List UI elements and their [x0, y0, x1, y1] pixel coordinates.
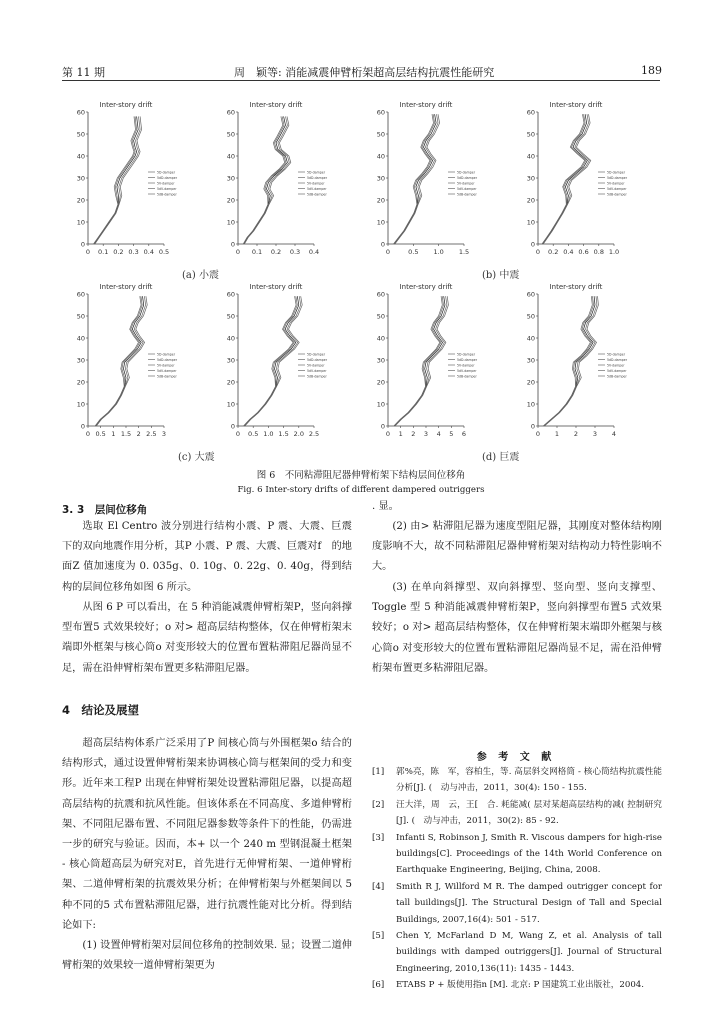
x-tick-label: 2.0 [293, 430, 304, 438]
x-tick-label: 0 [535, 248, 541, 256]
legend-label: 5dV-damper [157, 369, 177, 373]
series-line [244, 116, 288, 244]
series-line [245, 296, 301, 426]
figure-caption-cn: 图 6 不同粘滞阻尼器伸臂桁架下结构层间位移角 [256, 470, 466, 481]
x-tick-label: 2.5 [146, 430, 157, 438]
y-tick-label: 50 [76, 312, 85, 321]
paragraph: (3) 在单向斜撑型、双向斜撑型、竖向型、竖向支撑型、Toggle 型 5 种消能减震伸臂桁架P，竖向斜撑型布置5 式效果较好；o 对> 超高层结构整体，仅在伸臂桁架末端即外框架与核心筒o 对变形较大的位置布置粘滞阻尼器尚显不足，需在沿伸臂桁架布置更多粘滞阻尼器。 [372, 582, 662, 674]
legend-label: 5V-damper [457, 181, 475, 186]
y-tick-label: 50 [226, 312, 235, 321]
x-tick-label: 0.2 [113, 248, 124, 256]
x-tick-label: 0.4 [308, 248, 320, 256]
x-tick-label: 0.3 [128, 248, 139, 256]
y-tick-label: 0 [530, 422, 535, 431]
reference-number: [2] [372, 799, 385, 810]
series-line [95, 296, 141, 426]
series-line [244, 296, 299, 426]
chart-title: Inter-story drift [399, 101, 453, 109]
legend-label: 5dD-damper [457, 358, 478, 362]
x-tick-label: 6 [461, 430, 467, 438]
reference-item [372, 797, 662, 830]
paragraph: 超高层结构体系广泛采用了P 间核心筒与外围框架o 结合的结构形式，通过设置伸臂桁架来协调核心筒与框架间的受力和变形。近年来工程P 出现在伸臂桁架处设置粘滞阻尼器，以提高超高层结构的抗震和抗风性能。但该体系在不同高度、多道伸臂桁架、不同阻尼器布置、不同阻尼器参数等条件下的性能，仍需进一步的研究与验证。因而，本+ 以一个 240 m 型钢混凝土框架 - 核心筒超高层为研究对E，首先进行无伸臂桁架、一道伸臂桁架、二道伸臂桁架的抗震效果分析；在伸臂桁架与外框架间以 5 种不同的5 式布置粘滞阻尼器，进行抗震性能对比分析。得到结论如下: [62, 738, 352, 931]
y-tick-label: 20 [226, 378, 235, 387]
x-tick-label: 2 [136, 430, 141, 438]
legend-label: 5dD-damper [307, 358, 328, 362]
y-tick-label: 0 [230, 240, 235, 249]
y-tick-label: 30 [226, 174, 235, 183]
series-line [96, 296, 147, 426]
series-line [243, 116, 286, 244]
x-tick-label: 2 [573, 430, 579, 438]
x-tick-label: 0.1 [98, 248, 109, 256]
chart-title: Inter-story drift [249, 101, 303, 109]
y-tick-label: 0 [530, 240, 535, 249]
legend-label: 5dD-damper [157, 176, 178, 180]
legend-label: 5D-damper [157, 170, 176, 175]
chart-title: Inter-story drift [99, 101, 153, 109]
paragraph: . 显。 [372, 501, 399, 512]
chart-title: Inter-story drift [249, 283, 303, 291]
y-tick-label: 10 [526, 218, 535, 227]
reference-item [372, 977, 662, 993]
reference-item [372, 830, 662, 879]
chart-title: Inter-story drift [399, 283, 453, 291]
x-tick-label: 2 [411, 430, 416, 438]
chart-axes [388, 112, 464, 244]
legend-label: 5dB-damper [307, 192, 327, 197]
y-tick-label: 40 [526, 334, 535, 343]
y-tick-label: 0 [80, 422, 85, 431]
x-tick-label: 0 [235, 430, 241, 438]
y-tick-label: 60 [526, 108, 535, 117]
chart-a-left [72, 98, 178, 266]
y-tick-label: 30 [376, 174, 385, 183]
chart-a-right [222, 98, 328, 266]
series-line [95, 296, 142, 426]
legend-label: 5dB-damper [157, 192, 177, 197]
reference-number: [6] [372, 980, 385, 991]
y-tick-label: 20 [226, 196, 235, 205]
x-tick-label: 5 [449, 430, 454, 438]
y-tick-label: 20 [76, 196, 85, 205]
legend-label: 5dD-damper [607, 176, 628, 180]
chart-b-left [372, 98, 478, 266]
legend-label: 5D-damper [607, 352, 626, 357]
series-line [95, 116, 142, 244]
x-tick-label: 0 [535, 430, 541, 438]
x-tick-label: 0.5 [158, 248, 170, 256]
series-line [96, 296, 144, 426]
chart-axes [88, 112, 164, 244]
y-tick-label: 10 [226, 400, 235, 409]
references-heading: 参 考 文 献 [476, 752, 556, 763]
y-tick-label: 60 [76, 108, 85, 117]
legend-label: 5dB-damper [157, 374, 177, 379]
reference-item [372, 764, 662, 797]
legend-label: 5D-damper [307, 170, 326, 175]
series-line [394, 296, 444, 426]
y-tick-label: 60 [76, 290, 85, 299]
chart-axes [388, 294, 464, 426]
y-tick-label: 30 [526, 356, 535, 365]
x-tick-label: 1.5 [278, 430, 289, 438]
y-tick-label: 20 [376, 378, 385, 387]
reference-text: 汪大洋，周 云，王[ 合. 耗能减( 层对某超高层结构的减( 控制研究[J]. ( 动与冲击，2011，30(2): 85 - 92. [396, 799, 662, 827]
legend-label: 5dB-damper [607, 192, 627, 197]
series-line [542, 114, 585, 244]
reference-item [372, 879, 662, 928]
x-tick-label: 0.6 [578, 248, 589, 256]
x-tick-label: 3 [592, 430, 598, 438]
x-tick-label: 1.0 [433, 248, 444, 256]
y-tick-label: 40 [376, 334, 385, 343]
y-tick-label: 10 [376, 218, 385, 227]
subcaption-b: (b) 中震 [482, 270, 520, 281]
legend-label: 5dB-damper [607, 374, 627, 379]
y-tick-label: 20 [76, 378, 85, 387]
x-tick-label: 0.5 [408, 248, 419, 256]
y-tick-label: 20 [376, 196, 385, 205]
legend-label: 5dB-damper [457, 192, 477, 197]
legend-label: 5dB-damper [307, 374, 327, 379]
y-tick-label: 0 [80, 240, 85, 249]
legend-label: 5dV-damper [607, 187, 627, 191]
legend-label: 5V-damper [157, 181, 175, 186]
subcaption-c: (c) 大震 [178, 452, 215, 463]
series-line [94, 116, 138, 244]
chart-title: Inter-story drift [549, 283, 603, 291]
series-line [544, 296, 598, 426]
x-tick-label: 0.5 [248, 430, 259, 438]
reference-text: 郭%亮，陈 军，容柏生，等. 高层斜交网格筒 - 核心筒结构抗震性能分析[J]. ( 动与冲击，2011，30(4): 150 - 155. [396, 767, 662, 794]
y-tick-label: 30 [76, 174, 85, 183]
figure-caption-en: Fig. 6 Inter-story drifts of different dampered outriggers [237, 485, 485, 495]
legend-label: 5dV-damper [457, 369, 477, 373]
y-tick-label: 30 [76, 356, 85, 365]
x-tick-label: 0.3 [289, 248, 301, 256]
y-tick-label: 50 [526, 130, 535, 139]
y-tick-label: 10 [76, 400, 85, 409]
legend-label: 5D-damper [457, 170, 476, 175]
legend-label: 5dV-damper [457, 187, 477, 191]
legend-label: 5dD-damper [307, 176, 328, 180]
header-rule [62, 80, 660, 81]
x-tick-label: 4 [611, 430, 617, 438]
series-line [94, 116, 137, 244]
reference-number: [5] [372, 931, 385, 942]
x-tick-label: 0.5 [95, 430, 106, 438]
y-tick-label: 40 [226, 152, 235, 161]
reference-number: [1] [372, 767, 385, 777]
reference-item [372, 928, 662, 977]
section-heading-3-3: 3. 3 层间位移角 [62, 504, 148, 516]
series-line [245, 296, 302, 426]
series-line [394, 296, 443, 426]
x-tick-label: 0.2 [548, 248, 559, 256]
y-tick-label: 50 [226, 130, 235, 139]
chart-d-left [372, 280, 478, 448]
y-tick-label: 50 [376, 312, 385, 321]
legend-label: 5V-damper [457, 363, 475, 368]
chart-d-right [522, 280, 628, 448]
paragraph: (2) 由> 粘滞阻尼器为速度型阻尼器，其刚度对整体结构刚度影响不大，故不同粘滞阻尼器伸臂桁架对结构动力特性影响不大。 [372, 521, 662, 573]
chart-title: Inter-story drift [549, 101, 603, 109]
x-tick-label: 0 [85, 248, 91, 256]
y-tick-label: 30 [226, 356, 235, 365]
y-tick-label: 30 [526, 174, 535, 183]
y-tick-label: 40 [376, 152, 385, 161]
series-line [543, 296, 592, 426]
x-tick-label: 0.2 [270, 248, 282, 256]
legend-label: 5V-damper [307, 181, 325, 186]
y-tick-label: 40 [226, 334, 235, 343]
x-tick-label: 1 [111, 430, 116, 438]
x-tick-label: 0.4 [143, 248, 154, 256]
series-line [244, 296, 297, 426]
page-number: 189 [641, 64, 662, 77]
x-tick-label: 0.4 [563, 248, 574, 256]
series-line [94, 116, 136, 244]
y-tick-label: 0 [380, 240, 385, 249]
legend-label: 5V-damper [607, 363, 625, 368]
y-tick-label: 60 [376, 108, 385, 117]
x-tick-label: 3 [423, 430, 429, 438]
series-line [544, 296, 595, 426]
x-tick-label: 0 [235, 248, 241, 256]
x-tick-label: 1 [398, 430, 403, 438]
chart-b-right [522, 98, 628, 266]
y-tick-label: 50 [526, 312, 535, 321]
chart-c-right [222, 280, 328, 448]
paragraph: (1) 设置伸臂桁架对层间位移角的控制效果. 显；设置二道伸臂桁架的效果较一道伸臂桁架更为 [62, 940, 352, 972]
x-tick-label: 0.1 [251, 248, 263, 256]
series-line [543, 296, 593, 426]
legend-label: 5V-damper [607, 181, 625, 186]
x-tick-label: 1.0 [608, 248, 620, 256]
x-tick-label: 0.8 [593, 248, 604, 256]
legend-label: 5D-damper [157, 352, 176, 357]
y-tick-label: 40 [76, 334, 85, 343]
x-tick-label: 0 [385, 248, 391, 256]
reference-text: ETABS P + 版使用指n [M]. 北京: P 国建筑工业出版社，2004. [396, 980, 645, 991]
paragraph: 选取 El Centro 波分别进行结构小震、P 震、大震、巨震下的双向地震作用分析，其P 小震、P 震、大震、巨震对f 的地面Z 值加速度为 0. 035g、0. 10g、0. 22g、0. 40g，得到结构的层间位移角如图 6 所示。 [62, 521, 352, 593]
subcaption-a: (a) 小震 [182, 270, 219, 281]
y-tick-label: 50 [376, 130, 385, 139]
x-tick-label: 3 [161, 430, 167, 438]
legend-label: 5D-damper [307, 352, 326, 357]
chart-axes [88, 294, 164, 426]
chart-c-left [72, 280, 178, 448]
y-tick-label: 10 [76, 218, 85, 227]
y-tick-label: 0 [380, 422, 385, 431]
subcaption-d: (d) 巨震 [482, 452, 520, 463]
y-tick-label: 50 [76, 130, 85, 139]
legend-label: 5dB-damper [457, 374, 477, 379]
legend-label: 5dD-damper [157, 358, 178, 362]
legend-label: 5V-damper [157, 363, 175, 368]
series-line [395, 296, 448, 426]
series-line [244, 296, 297, 426]
reference-number: [4] [372, 881, 385, 892]
y-tick-label: 60 [526, 290, 535, 299]
chart-title: Inter-story drift [99, 283, 153, 291]
issue-number: 第 11 期 [62, 66, 105, 79]
x-tick-label: 2.5 [308, 430, 320, 438]
series-line [394, 114, 434, 244]
reference-text: Chen Y, McFarland D M, Wang Z, et al. Analysis of tall buildings with damped outriggers[J]. Journal of Structural Engineering, 2010,136(11): 1435 - 1443. [396, 931, 662, 974]
y-tick-label: 10 [226, 218, 235, 227]
reference-list [372, 764, 662, 994]
x-tick-label: 1.0 [263, 430, 274, 438]
x-tick-label: 4 [436, 430, 441, 438]
y-tick-label: 20 [526, 378, 535, 387]
legend-label: 5dD-damper [457, 176, 478, 180]
legend-label: 5D-damper [607, 170, 626, 175]
x-tick-label: 1 [554, 430, 560, 438]
reference-number: [3] [372, 832, 385, 843]
y-tick-label: 0 [230, 422, 235, 431]
legend-label: 5D-damper [457, 352, 476, 357]
x-tick-label: 0 [85, 430, 91, 438]
legend-label: 5dD-damper [607, 358, 628, 362]
legend-label: 5dV-damper [157, 187, 177, 191]
reference-text: Smith R J, Willford M R. The damped outrigger concept for tall buildings[J]. The Structural Design of Tall and Special Buildings, 2007,16(4): 501 - 517. [396, 881, 662, 925]
reference-text: Infanti S, Robinson J, Smith R. Viscous dampers for high-rise buildings[C]. Proceedings of the 14th World Conference on Earthquake Engineering, Beijing, China, 2008. [396, 832, 662, 876]
running-title: 周 颖等: 消能减震伸臂桁架超高层结构抗震性能研究 [234, 66, 495, 79]
y-tick-label: 60 [226, 290, 235, 299]
x-tick-label: 0 [385, 430, 391, 438]
y-tick-label: 10 [526, 400, 535, 409]
legend-label: 5V-damper [307, 363, 325, 368]
chart-axes [538, 112, 614, 244]
series-line [395, 296, 447, 426]
y-tick-label: 60 [376, 290, 385, 299]
series-line [244, 116, 289, 244]
legend-label: 5dV-damper [307, 369, 327, 373]
legend-label: 5dV-damper [607, 369, 627, 373]
series-line [394, 296, 445, 426]
x-tick-label: 1.5 [120, 430, 132, 438]
x-tick-label: 1.5 [458, 248, 470, 256]
y-tick-label: 10 [376, 400, 385, 409]
y-tick-label: 40 [526, 152, 535, 161]
y-tick-label: 20 [526, 196, 535, 205]
y-tick-label: 60 [226, 108, 235, 117]
section-heading-4: 4 结论及展望 [62, 703, 140, 717]
y-tick-label: 30 [376, 356, 385, 365]
paragraph: 从图 6 P 可以看出，在 5 种消能减震伸臂桁架P，竖向斜撑型布置5 式效果较好；o 对> 超高层结构整体，仅在伸臂桁架末端即外框架与核心筒o 对变形较大的位置布置粘滞阻尼器尚显不足，需在沿伸臂桁架布置更多粘滞阻尼器。 [62, 602, 352, 674]
y-tick-label: 40 [76, 152, 85, 161]
legend-label: 5dV-damper [307, 187, 327, 191]
